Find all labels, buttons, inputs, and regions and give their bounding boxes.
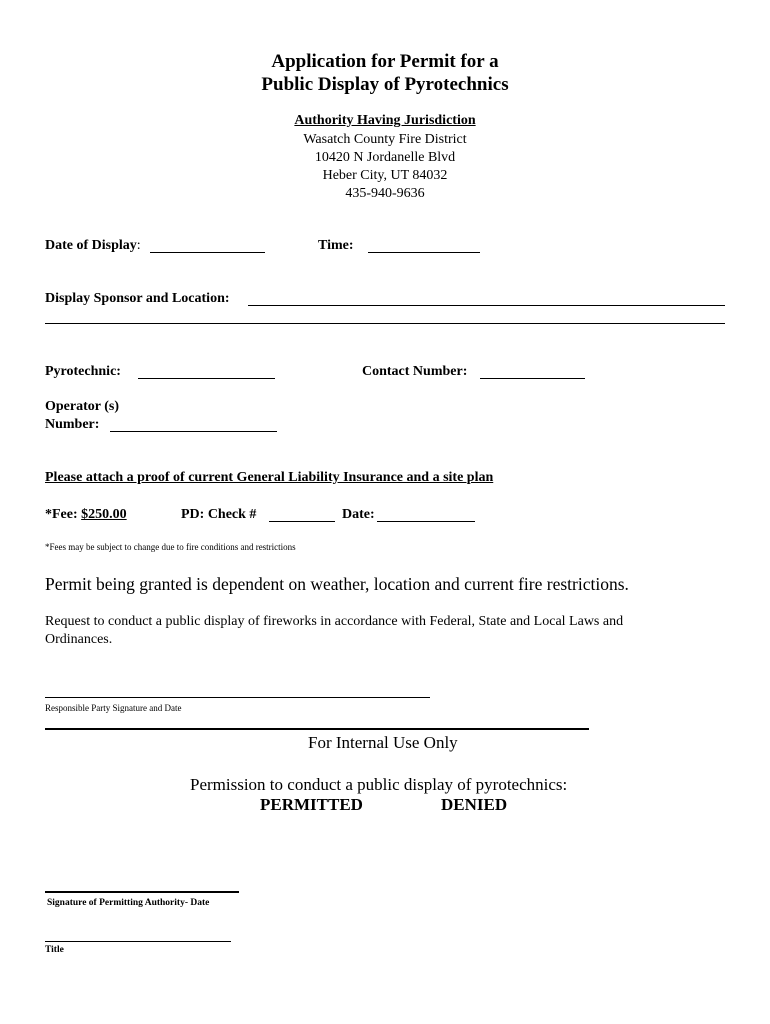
insurance-notice: Please attach a proof of current General Liability Insurance and a site plan — [45, 470, 494, 485]
time-label: Time: — [318, 238, 354, 253]
jurisdiction-name: Wasatch County Fire District — [303, 132, 467, 147]
time-field[interactable] — [368, 252, 480, 253]
internal-separator — [45, 728, 589, 730]
date-of-display-label: Date of Display: — [45, 238, 141, 253]
request-text-line-2: Ordinances. — [45, 632, 113, 647]
form-title-line-1: Application for Permit for a — [271, 51, 499, 72]
fee-note: *Fees may be subject to change due to fire conditions and restrictions — [45, 542, 296, 552]
fee-amount: $250.00 — [81, 507, 127, 522]
pyrotechnic-label: Pyrotechnic: — [45, 364, 121, 379]
title-field[interactable] — [45, 941, 231, 942]
check-number-field[interactable] — [269, 521, 335, 522]
contact-number-field[interactable] — [480, 378, 585, 379]
date-of-display-field[interactable] — [150, 252, 265, 253]
sponsor-location-field-line-2[interactable] — [45, 323, 725, 324]
jurisdiction-city: Heber City, UT 84032 — [322, 168, 448, 183]
operator-number-label: Number: — [45, 417, 100, 432]
permission-statement: Permission to conduct a public display of pyrotechnics: — [190, 775, 568, 794]
operator-label: Operator (s) — [45, 399, 119, 414]
fee-date-field[interactable] — [377, 521, 475, 522]
internal-use-heading: For Internal Use Only — [308, 733, 458, 752]
request-text-line-1: Request to conduct a public display of fireworks in accordance with Federal, State and Local Laws and — [45, 614, 624, 629]
form-title-line-2: Public Display of Pyrotechnics — [261, 74, 509, 95]
permit-statement: Permit being granted is dependent on weather, location and current fire restrictions. — [45, 574, 629, 594]
fee-label: *Fee: $250.00 — [45, 507, 127, 522]
authority-signature-caption: Signature of Permitting Authority- Date — [47, 898, 210, 908]
jurisdiction-address: 10420 N Jordanelle Blvd — [314, 150, 456, 165]
fee-date-label: Date: — [342, 507, 375, 522]
authority-signature-field[interactable] — [45, 891, 239, 893]
contact-number-label: Contact Number: — [362, 364, 468, 379]
jurisdiction-phone: 435-940-9636 — [345, 186, 425, 201]
responsible-signature-caption: Responsible Party Signature and Date — [45, 703, 182, 713]
pd-check-label: PD: Check # — [181, 507, 257, 522]
sponsor-location-field[interactable] — [248, 305, 725, 306]
denied-option[interactable]: DENIED — [441, 795, 508, 814]
sponsor-location-label: Display Sponsor and Location: — [45, 291, 230, 306]
jurisdiction-heading: Authority Having Jurisdiction — [294, 113, 476, 128]
operator-number-field[interactable] — [110, 431, 277, 432]
title-caption: Title — [45, 945, 64, 955]
pyrotechnic-field[interactable] — [138, 378, 275, 379]
responsible-signature-field[interactable] — [45, 697, 430, 698]
permitted-option[interactable]: PERMITTED — [260, 795, 363, 814]
